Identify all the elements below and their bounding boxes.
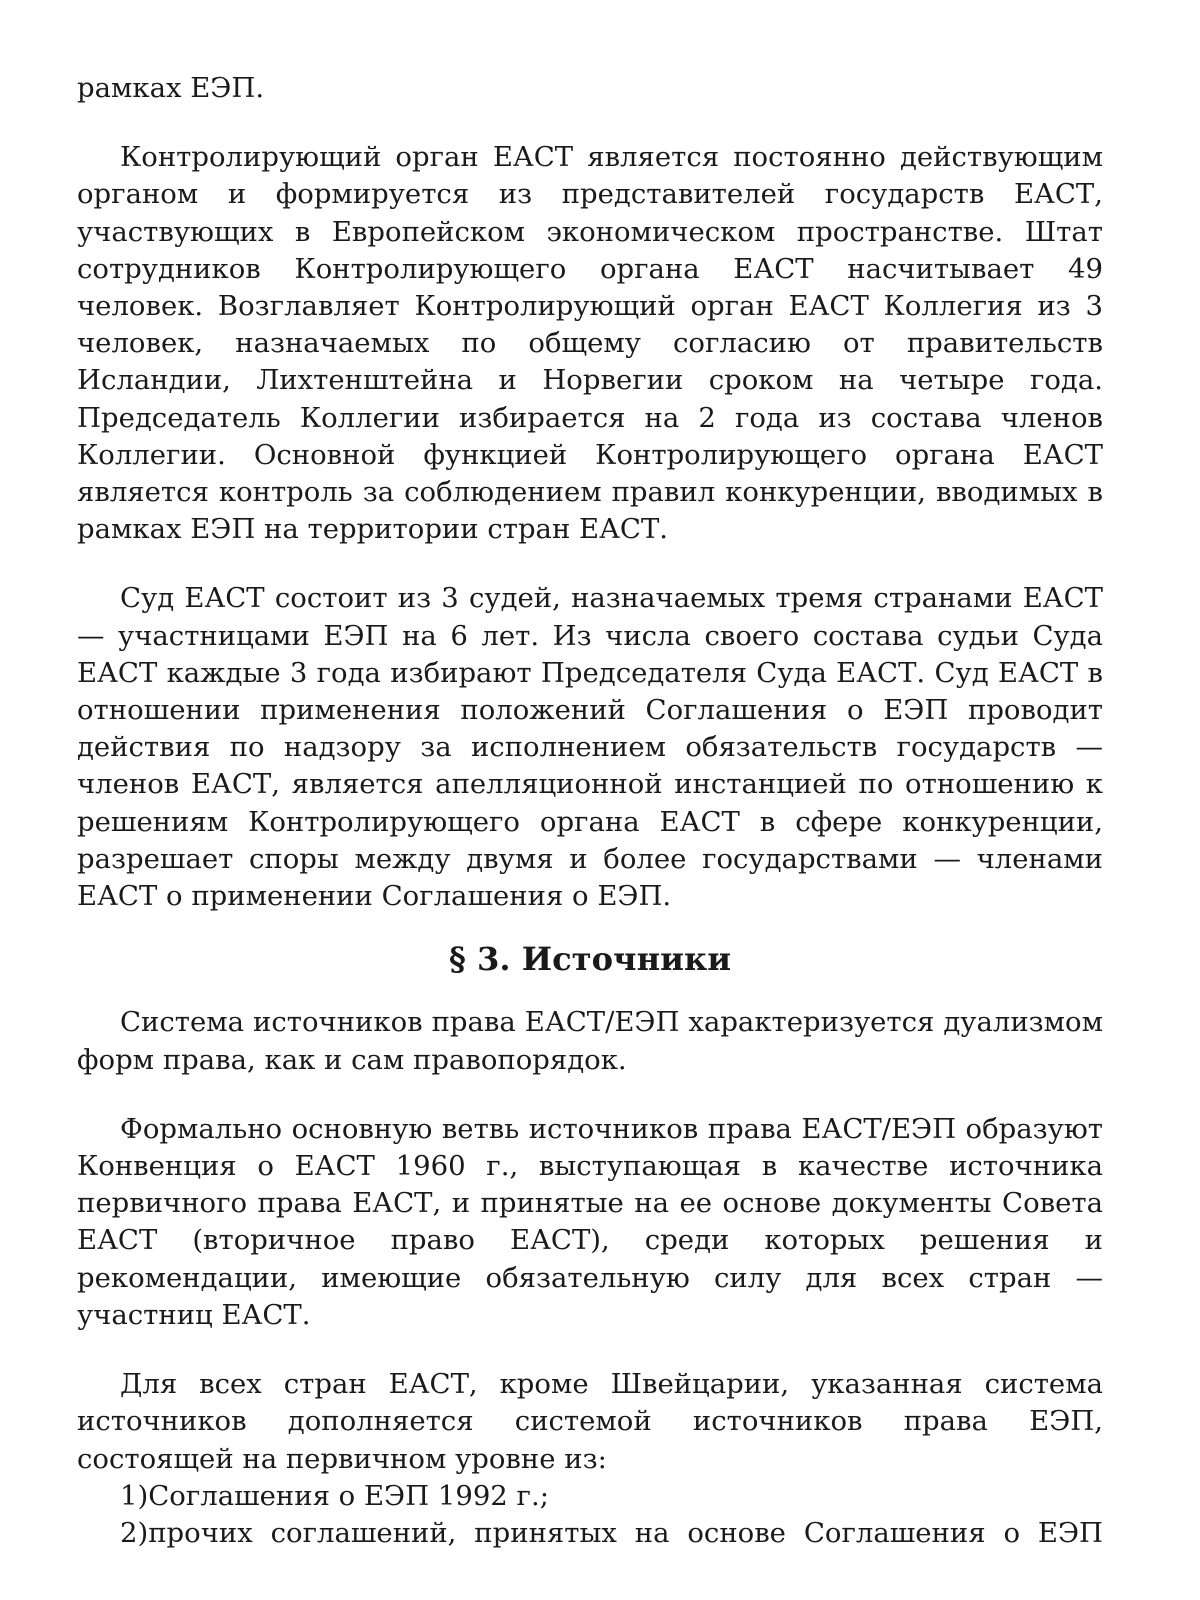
- document-body: [77, 70, 1103, 1552]
- list-item-2: 2)прочих соглашений, принятых на основе Соглашения о ЕЭП: [120, 1516, 1103, 1549]
- paragraph-sources-dualism: Система источников права ЕАСТ/ЕЭП характеризуется дуализмом форм права, как и сам правопорядок.: [77, 1006, 1103, 1076]
- paragraph-sources-formal: Формально основную ветвь источников права ЕАСТ/ЕЭП образуют Конвенция о ЕАСТ 1960 г., выступающая в качестве источника первичного права ЕАСТ, и принятые на ее основе документы Совета ЕАСТ (вторичное право ЕАСТ), среди которых решения и рекомендации, имеющие обязательную силу для всех стран — участниц ЕАСТ.: [77, 1112, 1103, 1331]
- section-heading: § 3. Источники: [448, 940, 732, 979]
- paragraph-continuation: рамках ЕЭП.: [77, 72, 265, 104]
- paragraph-efta-court: Суд ЕАСТ состоит из 3 судей, назначаемых тремя странами ЕАСТ — участницами ЕЭП на 6 лет. Из числа своего состава судьи Суда ЕАСТ каждые 3 года избирают Председателя Суда ЕАСТ. Суд ЕАСТ в отношении применения положений Соглашения о ЕЭП проводит действия по надзору за исполнением обязательств государств — членов ЕАСТ, является апелляционной инстанцией по отношению к решениям Контролирующего органа ЕАСТ в сфере конкуренции, разрешает споры между двумя и более государствами — членами ЕАСТ о применении Соглашения о ЕЭП.: [77, 582, 1103, 913]
- paragraph-efta-surveillance-authority: Контролирующий орган ЕАСТ является постоянно действующим органом и формируется из представителей государств ЕАСТ, участвующих в Европейском экономическом пространстве. Штат сотрудников Контролирующего органа ЕАСТ насчитывает 49 человек. Возглавляет Контролирующий орган ЕАСТ Коллегия из 3 человек, назначаемых по общему согласию от правительств Исландии, Лихтенштейна и Норвегии сроком на четыре года. Председатель Коллегии избирается на 2 года из состава членов Коллегии. Основной функцией Контролирующего органа ЕАСТ является контроль за соблюдением правил конкуренции, вводимых в рамках ЕЭП на территории стран ЕАСТ.: [77, 141, 1103, 546]
- list-item-1: 1)Соглашения о ЕЭП 1992 г.;: [120, 1479, 549, 1512]
- paragraph-sources-eea: Для всех стран ЕАСТ, кроме Швейцарии, указанная система источников дополняется системой источников права ЕЭП, состоящей на первичном уровне из:: [77, 1368, 1103, 1475]
